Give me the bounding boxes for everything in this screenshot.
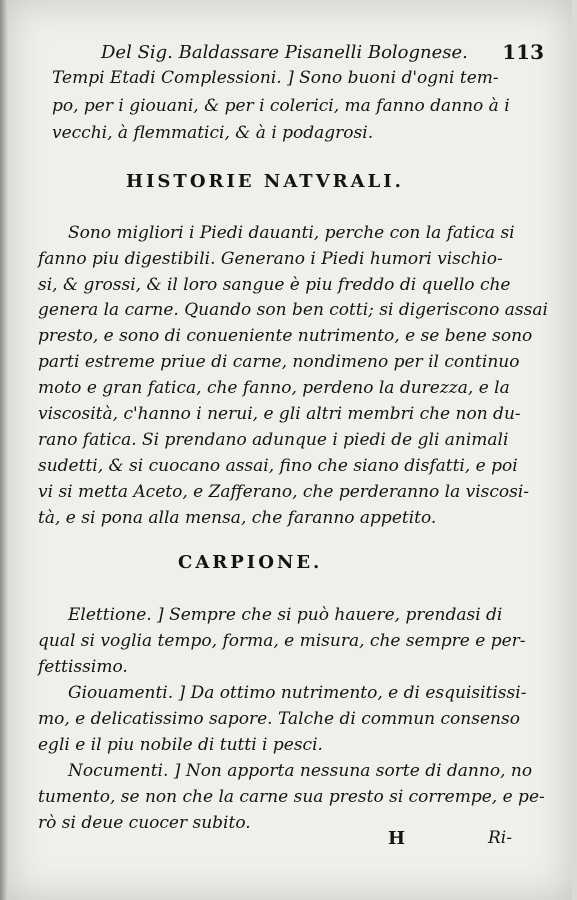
text-line: Nocumenti. ] Non apporta nessuna sorte di danno, no bbox=[68, 761, 533, 781]
section-title-carpione: CARPIONE. bbox=[178, 552, 323, 573]
text-line: mo, e delicatissimo sapore. Talche di commun consenso bbox=[38, 709, 520, 729]
text-line: rano fatica. Si prendano adunque i piedi de gli animali bbox=[38, 430, 509, 450]
book-page bbox=[6, 0, 572, 900]
text-line: vecchi, à flemmatici, & à i podagrosi. bbox=[52, 123, 374, 143]
catchword: Ri- bbox=[488, 828, 512, 848]
text-line: si, & grossi, & il loro sangue è piu freddo di quello che bbox=[38, 275, 511, 295]
text-line: viscosità, c'hanno i nerui, e gli altri membri che non du- bbox=[38, 404, 521, 424]
section-title-historie: HISTORIE NATVRALI. bbox=[126, 171, 404, 192]
text-line: parti estreme priue di carne, nondimeno per il continuo bbox=[38, 352, 520, 372]
text-line: tumento, se non che la carne sua presto si corrempe, e pe- bbox=[38, 787, 545, 807]
signature-mark: H bbox=[388, 828, 406, 849]
text-line: Sono migliori i Piedi dauanti, perche con la fatica si bbox=[68, 223, 515, 243]
text-line: fanno piu digestibili. Generano i Piedi humori vischio- bbox=[38, 249, 503, 269]
text-line: egli e il piu nobile di tutti i pesci. bbox=[38, 735, 323, 755]
text-line: moto e gran fatica, che fanno, perdeno la durezza, e la bbox=[38, 378, 510, 398]
text-line: tà, e si pona alla mensa, che faranno appetito. bbox=[38, 508, 437, 528]
page-number: 113 bbox=[502, 40, 544, 64]
text-line: rò si deue cuocer subito. bbox=[38, 813, 251, 833]
text-line: Giouamenti. ] Da ottimo nutrimento, e di esquisitissi- bbox=[68, 683, 527, 703]
text-line: po, per i giouani, & per i colerici, ma fanno danno à i bbox=[52, 96, 510, 116]
text-line: fettissimo. bbox=[38, 657, 128, 677]
text-line: vi si metta Aceto, e Zafferano, che perderanno la viscosi- bbox=[38, 482, 530, 502]
page-text bbox=[6, 0, 572, 900]
text-line: Tempi Etadi Complessioni. ] Sono buoni d'ogni tem- bbox=[52, 68, 499, 88]
text-line: sudetti, & si cuocano assai, fino che siano disfatti, e poi bbox=[38, 456, 518, 476]
text-line: qual si voglia tempo, forma, e misura, che sempre e per- bbox=[38, 631, 526, 651]
running-head: Del Sig. Baldassare Pisanelli Bolognese. bbox=[101, 42, 468, 63]
text-line: presto, e sono di conueniente nutrimento, e se bene sono bbox=[38, 326, 533, 346]
text-line: genera la carne. Quando son ben cotti; si digeriscono assai bbox=[38, 300, 548, 320]
page-edge-shadow bbox=[0, 0, 8, 900]
text-line: Elettione. ] Sempre che si può hauere, prendasi di bbox=[68, 605, 503, 625]
